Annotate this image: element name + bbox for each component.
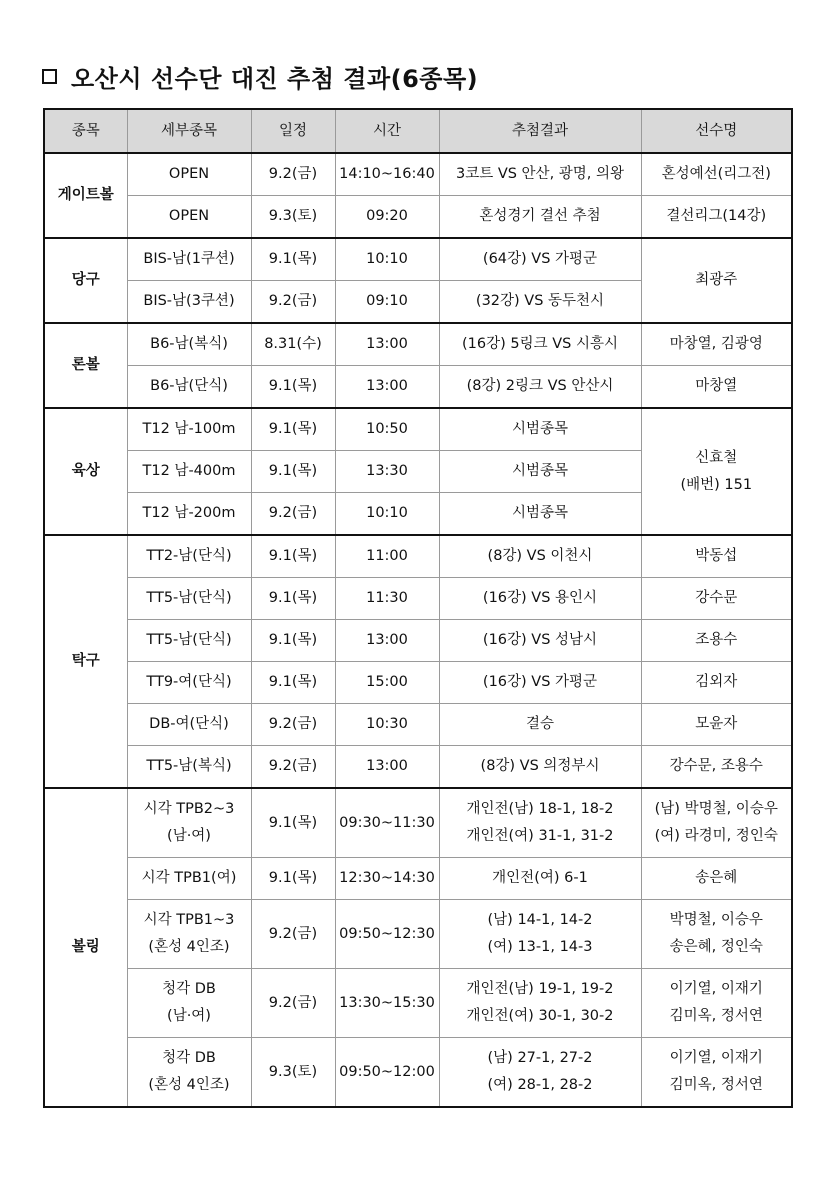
result-cell: 결승 [439,704,641,746]
page-title-text: 오산시 선수단 대진 추첨 결과(6종목) [71,64,479,93]
table-row [44,788,792,858]
athlete-name: 신효철 [695,449,738,466]
date-cell: 9.2(금) [251,704,335,746]
result-line: 개인전(여) 30-1, 30-2 [466,1008,614,1024]
event-cell: B6-남(단식) [127,366,251,409]
event-line: 청각 DB [162,1050,216,1066]
event-cell: TT9-여(단식) [127,662,251,704]
date-cell: 9.2(금) [251,493,335,536]
date-cell: 9.1(목) [251,451,335,493]
table-row [44,323,792,366]
group-lawnbowls [44,323,792,408]
date-cell: 9.1(목) [251,662,335,704]
event-cell [127,969,251,1038]
table-row [44,858,792,900]
result-cell: 시범종목 [439,493,641,536]
table-row [44,704,792,746]
result-cell: 3코트 VS 안산, 광명, 의왕 [439,153,641,196]
result-cell: (16강) VS 용인시 [439,578,641,620]
group-billiards [44,238,792,323]
checkbox-square-icon [42,69,57,84]
table-header-row [44,109,792,153]
date-cell: 9.3(토) [251,1038,335,1108]
result-cell: 시범종목 [439,408,641,451]
date-cell: 8.31(수) [251,323,335,366]
event-cell: BIS-남(3쿠션) [127,281,251,324]
event-cell: B6-남(복식) [127,323,251,366]
result-line: (남) 14-1, 14-2 [487,912,593,928]
time-cell: 15:00 [335,662,439,704]
athlete-line: (여) 라경미, 정인숙 [654,828,778,844]
athlete-cell: 김외자 [641,662,792,704]
sport-cell: 탁구 [44,535,127,788]
event-cell: TT5-남(단식) [127,620,251,662]
date-cell: 9.1(목) [251,620,335,662]
event-line: (혼성 4인조) [148,939,230,955]
athlete-line: 김미옥, 정서연 [669,1077,763,1093]
table-row [44,746,792,789]
header-date: 일정 [251,109,335,153]
athlete-cell [641,1038,792,1108]
date-cell: 9.2(금) [251,746,335,789]
result-line: 개인전(여) 31-1, 31-2 [466,828,614,844]
result-cell: (8강) VS 이천시 [439,535,641,578]
table-row [44,366,792,409]
result-cell [439,900,641,969]
event-cell [127,900,251,969]
time-cell: 13:00 [335,323,439,366]
athlete-cell: 모윤자 [641,704,792,746]
date-cell: 9.1(목) [251,238,335,281]
sport-cell: 육상 [44,408,127,535]
event-line: 시각 TPB2~3 [143,801,235,817]
athlete-cell [641,788,792,858]
time-cell: 13:00 [335,620,439,662]
result-cell: (16강) VS 가평군 [439,662,641,704]
table-row [44,408,792,451]
athlete-cell: 마창열 [641,366,792,409]
date-cell: 9.2(금) [251,281,335,324]
event-cell: DB-여(단식) [127,704,251,746]
athlete-cell: 박동섭 [641,535,792,578]
athlete-line: 이기열, 이재기 [669,981,763,997]
athlete-cell: 조용수 [641,620,792,662]
sport-cell: 게이트볼 [44,153,127,238]
table-row [44,238,792,281]
result-cell: 시범종목 [439,451,641,493]
result-cell: (64강) VS 가평군 [439,238,641,281]
group-tabletennis [44,535,792,788]
date-cell: 9.3(토) [251,196,335,239]
table-row [44,153,792,196]
date-cell: 9.1(목) [251,408,335,451]
result-line: (남) 27-1, 27-2 [487,1050,593,1066]
date-cell: 9.2(금) [251,153,335,196]
event-cell: OPEN [127,153,251,196]
group-athletics [44,408,792,535]
event-line: 시각 TPB1~3 [143,912,235,928]
athlete-cell [641,900,792,969]
event-line: (남·여) [167,828,211,844]
athlete-cell [641,969,792,1038]
result-cell [439,1038,641,1108]
athlete-cell: 마창열, 김광영 [641,323,792,366]
event-line: (혼성 4인조) [148,1077,230,1093]
date-cell: 9.1(목) [251,535,335,578]
header-event: 세부종목 [127,109,251,153]
sport-cell: 당구 [44,238,127,323]
athlete-cell [641,408,792,535]
result-cell: (32강) VS 동두천시 [439,281,641,324]
table-row [44,578,792,620]
header-result: 추첨결과 [439,109,641,153]
event-cell: BIS-남(1쿠션) [127,238,251,281]
date-cell: 9.1(목) [251,858,335,900]
header-sport: 종목 [44,109,127,153]
athlete-bib: (배번) 151 [680,476,753,493]
date-cell: 9.2(금) [251,969,335,1038]
event-cell [127,788,251,858]
result-cell: 혼성경기 결선 추첨 [439,196,641,239]
table-row [44,535,792,578]
table-row [44,620,792,662]
time-cell: 10:10 [335,238,439,281]
time-cell: 12:30~14:30 [335,858,439,900]
table-row [44,969,792,1038]
result-cell: (16강) VS 성남시 [439,620,641,662]
result-line: 개인전(남) 19-1, 19-2 [466,981,614,997]
athlete-line: 김미옥, 정서연 [669,1008,763,1024]
table-row [44,1038,792,1108]
sport-cell: 론볼 [44,323,127,408]
date-cell: 9.1(목) [251,578,335,620]
event-cell: T12 남-100m [127,408,251,451]
event-line: (남·여) [167,1008,211,1024]
time-cell: 11:30 [335,578,439,620]
page-title [42,56,478,96]
table-row [44,900,792,969]
athlete-line: 박명철, 이승우 [669,912,763,928]
table-row [44,662,792,704]
date-cell: 9.1(목) [251,366,335,409]
result-line: (여) 28-1, 28-2 [487,1077,593,1093]
athlete-cell: 결선리그(14강) [641,196,792,239]
result-cell: (8강) VS 의정부시 [439,746,641,789]
athlete-cell: 혼성예선(리그전) [641,153,792,196]
athlete-cell: 최광주 [641,238,792,323]
time-cell: 11:00 [335,535,439,578]
sport-cell: 볼링 [44,788,127,1107]
time-cell: 09:30~11:30 [335,788,439,858]
event-cell: T12 남-200m [127,493,251,536]
event-cell [127,1038,251,1108]
time-cell: 09:10 [335,281,439,324]
date-cell: 9.2(금) [251,900,335,969]
results-table [43,108,793,1108]
time-cell: 09:50~12:30 [335,900,439,969]
event-cell: TT5-남(복식) [127,746,251,789]
result-cell [439,969,641,1038]
athlete-line: 송은혜, 정인숙 [669,939,763,955]
result-cell: 개인전(여) 6-1 [439,858,641,900]
athlete-cell: 송은혜 [641,858,792,900]
time-cell: 14:10~16:40 [335,153,439,196]
athlete-cell: 강수문 [641,578,792,620]
athlete-cell: 강수문, 조용수 [641,746,792,789]
result-line: (여) 13-1, 14-3 [487,939,593,955]
group-gateball [44,153,792,238]
time-cell: 13:30 [335,451,439,493]
result-cell: (8강) 2링크 VS 안산시 [439,366,641,409]
event-cell: T12 남-400m [127,451,251,493]
date-cell: 9.1(목) [251,788,335,858]
event-cell: TT5-남(단식) [127,578,251,620]
time-cell: 13:00 [335,366,439,409]
athlete-line: 이기열, 이재기 [669,1050,763,1066]
time-cell: 10:10 [335,493,439,536]
time-cell: 13:00 [335,746,439,789]
time-cell: 13:30~15:30 [335,969,439,1038]
result-cell [439,788,641,858]
time-cell: 09:50~12:00 [335,1038,439,1108]
header-athlete: 선수명 [641,109,792,153]
event-cell: 시각 TPB1(여) [127,858,251,900]
time-cell: 09:20 [335,196,439,239]
time-cell: 10:50 [335,408,439,451]
time-cell: 10:30 [335,704,439,746]
event-cell: OPEN [127,196,251,239]
athlete-line: (남) 박명철, 이승우 [654,801,778,817]
result-line: 개인전(남) 18-1, 18-2 [466,801,614,817]
group-bowling [44,788,792,1107]
event-cell: TT2-남(단식) [127,535,251,578]
header-time: 시간 [335,109,439,153]
event-line: 청각 DB [162,981,216,997]
result-cell: (16강) 5링크 VS 시흥시 [439,323,641,366]
table-row [44,196,792,239]
